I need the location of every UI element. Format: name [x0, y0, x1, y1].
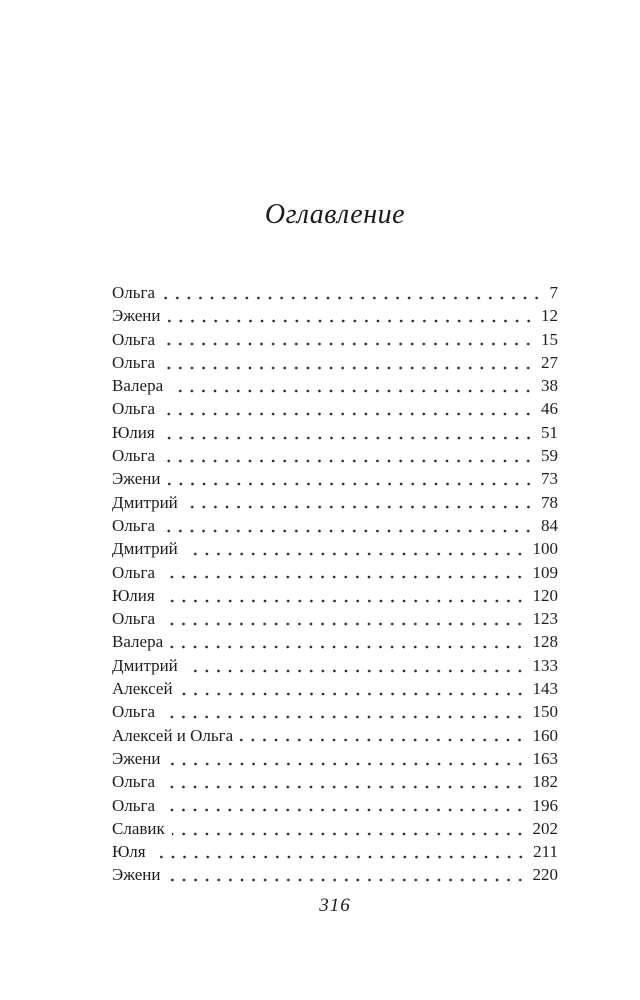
dot-leader: [162, 561, 525, 584]
dot-leader: [153, 840, 527, 863]
toc-entry: [112, 863, 558, 886]
toc-entry-page: 109: [532, 562, 558, 582]
toc-entry-label: Валера: [112, 376, 164, 396]
toc-entry: [112, 770, 558, 793]
toc-entry-label: Славик: [112, 818, 165, 838]
toc-entry-label: Ольга: [112, 399, 156, 419]
dot-leader: [162, 700, 525, 723]
toc-entry-label: Дмитрий: [112, 539, 178, 559]
toc-entry-label: Ольга: [112, 329, 156, 349]
dot-leader: [162, 421, 534, 444]
dot-leader: [240, 724, 525, 747]
toc-entry: [112, 607, 558, 630]
dot-leader: [162, 328, 534, 351]
dot-leader: [162, 514, 534, 537]
dot-leader: [162, 397, 534, 420]
toc-list: [112, 281, 558, 887]
dot-leader: [168, 863, 526, 886]
toc-entry: [112, 444, 558, 467]
toc-entry: [112, 281, 558, 304]
dot-leader: [185, 654, 526, 677]
toc-entry-label: Валера: [112, 632, 164, 652]
dot-leader: [185, 491, 534, 514]
toc-entry-label: Ольга: [112, 352, 156, 372]
dot-leader: [170, 630, 525, 653]
toc-entry: [112, 724, 558, 747]
toc-entry: [112, 304, 558, 327]
toc-entry: [112, 421, 558, 444]
toc-entry-page: 160: [532, 725, 558, 745]
dot-leader: [162, 351, 534, 374]
toc-entry-label: Ольга: [112, 772, 156, 792]
dot-leader: [162, 444, 534, 467]
toc-entry: [112, 397, 558, 420]
toc-entry-label: Ольга: [112, 283, 156, 302]
toc-entry-page: 120: [532, 585, 558, 605]
toc-entry-label: Ольга: [112, 702, 156, 722]
toc-entry-label: Алексей: [112, 679, 173, 699]
toc-entry: [112, 537, 558, 560]
toc-entry-page: 202: [532, 818, 558, 838]
dot-leader: [162, 794, 525, 817]
toc-entry: [112, 700, 558, 723]
toc-entry-label: Юлия: [112, 585, 155, 605]
dot-leader: [168, 747, 526, 770]
dot-leader: [162, 584, 526, 607]
toc-entry-page: 220: [532, 865, 558, 885]
toc-entry: [112, 491, 558, 514]
dot-leader: [170, 374, 534, 397]
toc-entry-page: 73: [541, 469, 558, 489]
toc-entry: [112, 351, 558, 374]
toc-entry-label: Дмитрий: [112, 655, 178, 675]
toc-entry-label: Ольга: [112, 609, 156, 629]
toc-entry-page: 211: [533, 842, 558, 862]
toc-entry-page: 143: [532, 679, 558, 699]
dot-leader: [168, 467, 535, 490]
dot-leader: [180, 677, 526, 700]
toc-entry: [112, 584, 558, 607]
page-title: Оглавление: [264, 199, 406, 230]
toc-entry: [112, 328, 558, 351]
toc-entry-page: 59: [541, 446, 558, 466]
dot-leader: [162, 607, 525, 630]
toc-entry-page: 12: [541, 306, 558, 326]
toc-entry-label: Ольга: [112, 515, 156, 535]
toc-entry-label: Ольга: [112, 795, 156, 815]
toc-entry-label: Эжени: [112, 469, 161, 489]
toc-entry-page: 133: [532, 655, 558, 675]
toc-entry: [112, 630, 558, 653]
toc-entry-page: 15: [541, 329, 558, 349]
dot-leader: [172, 817, 526, 840]
toc-entry-label: Эжени: [112, 748, 161, 768]
toc-entry-label: Юля: [112, 842, 146, 862]
toc-entry: [112, 794, 558, 817]
toc-entry: [112, 677, 558, 700]
dot-leader: [162, 281, 542, 304]
toc-entry-label: Ольга: [112, 446, 156, 466]
toc-entry: [112, 840, 558, 863]
toc-entry-page: 38: [541, 376, 558, 396]
dot-leader: [168, 304, 535, 327]
toc-entry-page: 100: [532, 539, 558, 559]
toc-entry: [112, 561, 558, 584]
toc-entry-label: Ольга: [112, 562, 156, 582]
toc-entry-page: 27: [541, 352, 558, 372]
toc-entry-page: 182: [532, 772, 558, 792]
folio-page-number: 316: [319, 895, 351, 916]
toc-entry-label: Алексей и Ольга: [112, 725, 234, 745]
toc-entry-page: 163: [532, 748, 558, 768]
toc-entry-page: 196: [532, 795, 558, 815]
toc-entry-page: 78: [541, 492, 558, 512]
toc-entry-page: 128: [532, 632, 558, 652]
toc-entry-label: Эжени: [112, 865, 161, 885]
toc-entry-page: 84: [541, 515, 558, 535]
toc-entry-label: Дмитрий: [112, 492, 178, 512]
toc-entry-page: 7: [549, 283, 558, 302]
toc-entry: [112, 467, 558, 490]
toc-entry-page: 51: [541, 422, 558, 442]
toc-entry-page: 46: [541, 399, 558, 419]
toc-entry: [112, 654, 558, 677]
toc-entry: [112, 374, 558, 397]
dot-leader: [162, 770, 525, 793]
toc-entry: [112, 747, 558, 770]
toc-entry-page: 150: [532, 702, 558, 722]
dot-leader: [185, 537, 526, 560]
toc-entry-label: Эжени: [112, 306, 161, 326]
toc-entry: [112, 514, 558, 537]
toc-entry: [112, 817, 558, 840]
toc-entry-label: Юлия: [112, 422, 155, 442]
toc-entry-page: 123: [532, 609, 558, 629]
